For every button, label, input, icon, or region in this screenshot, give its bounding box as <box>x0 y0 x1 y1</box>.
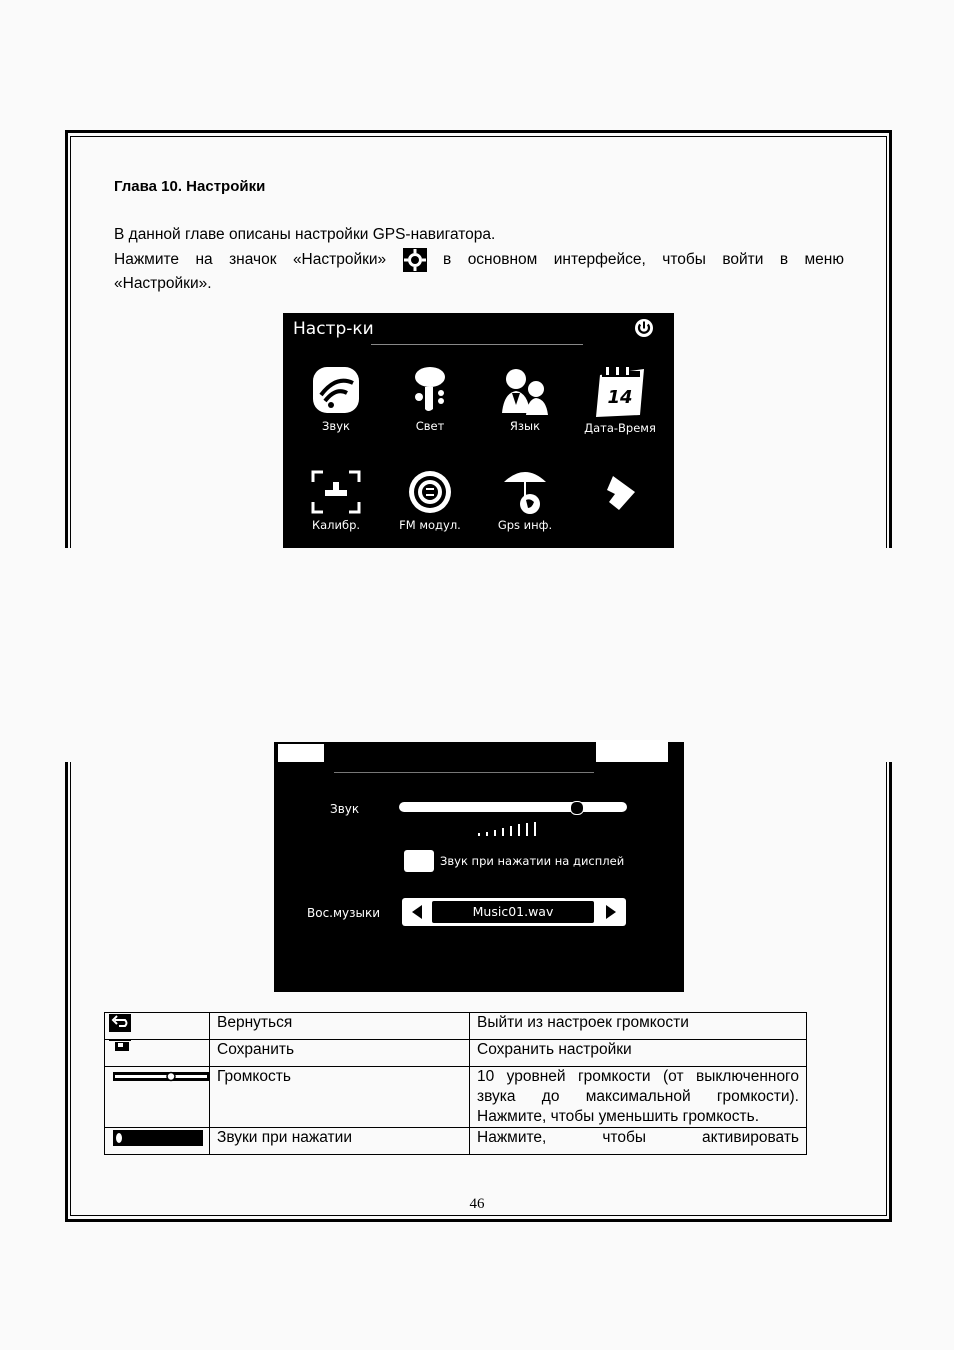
calendar-icon <box>592 365 648 419</box>
table-row <box>105 1013 807 1040</box>
row-description: Выйти из настроек громкости <box>470 1013 807 1040</box>
row-icon-cell <box>105 1013 210 1040</box>
instruction-line <box>114 248 844 272</box>
chapter-title: Глава 10. Настройки <box>114 178 266 195</box>
tile-gps[interactable] <box>480 468 570 532</box>
sound-icon <box>311 365 361 417</box>
tile-calibration[interactable] <box>291 468 381 532</box>
volume-slider-thumb[interactable] <box>570 801 584 815</box>
header-save-block[interactable] <box>596 740 668 762</box>
tile-brightness[interactable] <box>385 365 475 433</box>
frame-top-inner <box>70 136 887 137</box>
row-icon-cell <box>105 1067 210 1128</box>
frame-left-outer <box>65 130 68 548</box>
header-back-block[interactable] <box>278 744 324 762</box>
tile-label: Язык <box>509 419 541 433</box>
tile-date-time[interactable] <box>575 365 665 435</box>
word: интерфейсе, <box>553 251 646 268</box>
word: Нажмите <box>114 251 180 268</box>
intro-paragraph: В данной главе описаны настройки GPS-навигатора. <box>114 226 496 243</box>
row-icon-cell <box>105 1040 210 1067</box>
frame-bottom-outer <box>65 1219 892 1222</box>
volume-slider[interactable] <box>399 802 627 812</box>
header-divider <box>334 772 594 773</box>
next-page-arrow-icon <box>595 468 645 516</box>
tile-label: FM модул. <box>399 518 461 532</box>
toggle-icon <box>105 1128 209 1148</box>
table-row <box>105 1040 807 1067</box>
language-icon <box>498 365 552 417</box>
frame2-right-inner <box>886 762 887 1216</box>
next-track-icon[interactable] <box>604 904 618 920</box>
title-underline <box>371 344 583 345</box>
frame2-right-outer <box>889 762 892 1222</box>
word: чтобы <box>662 251 706 268</box>
frame-right-outer <box>889 130 892 548</box>
word: в <box>443 251 452 268</box>
frame-bottom-inner <box>70 1215 887 1216</box>
music-file-name: Music01.wav <box>432 901 594 923</box>
tile-label: Свет <box>415 419 445 433</box>
word: основном <box>467 251 538 268</box>
settings-screen-title: Настр-ки <box>293 319 374 339</box>
word: «Настройки» <box>292 251 387 268</box>
touch-sound-label: Звук при нажатии на дисплей <box>440 854 625 868</box>
word: в <box>779 251 789 268</box>
row-name: Громкость <box>210 1067 470 1128</box>
row-name: Вернуться <box>210 1013 470 1040</box>
tile-language[interactable] <box>480 365 570 433</box>
page-number: 46 <box>469 1196 485 1212</box>
fm-icon <box>405 468 455 516</box>
word: на <box>195 251 213 268</box>
instruction-line-2: «Настройки». <box>114 275 212 292</box>
tile-next-page[interactable] <box>575 468 665 518</box>
tile-label: Gps инф. <box>497 518 553 532</box>
frame-top-outer <box>65 130 892 133</box>
power-icon[interactable] <box>634 318 654 338</box>
frame2-left-inner <box>70 762 71 1216</box>
brightness-icon <box>405 365 455 417</box>
music-selector[interactable] <box>402 898 626 926</box>
back-icon <box>105 1013 135 1033</box>
controls-table <box>104 1012 807 1155</box>
word: значок <box>229 251 277 268</box>
sound-settings-screen <box>274 742 684 992</box>
tile-label: Калибр. <box>311 518 361 532</box>
table-row <box>105 1067 807 1128</box>
row-name: Сохранить <box>210 1040 470 1067</box>
music-label: Вос.музыки <box>307 906 381 920</box>
table-row <box>105 1128 807 1155</box>
word: войти <box>722 251 764 268</box>
row-icon-cell <box>105 1128 210 1155</box>
row-description: Нажмите, чтобы активировать <box>470 1128 807 1155</box>
touch-sound-checkbox[interactable] <box>404 850 434 872</box>
volume-slider-icon <box>105 1067 209 1087</box>
tile-label: Дата-Время <box>584 421 656 435</box>
row-name: Звуки при нажатии <box>210 1128 470 1155</box>
settings-screen <box>283 313 674 548</box>
volume-label: Звук <box>330 802 360 816</box>
row-description: Сохранить настройки <box>470 1040 807 1067</box>
volume-level-bars <box>477 822 547 836</box>
prev-track-icon[interactable] <box>410 904 424 920</box>
frame-right-inner <box>886 136 887 548</box>
tile-label: Звук <box>322 419 350 433</box>
frame-left-inner <box>70 136 71 548</box>
settings-gear-icon <box>403 248 427 272</box>
tile-sound[interactable] <box>291 365 381 433</box>
calendar-day: 14 <box>607 387 633 408</box>
frame2-left-outer <box>65 762 68 1222</box>
tile-fm[interactable] <box>385 468 475 532</box>
save-icon <box>105 1040 135 1060</box>
row-description: 10 уровней громкости (от выключенного звука до максимальной громкости). Нажмите, чтобы уменьшить громкость. <box>470 1067 807 1128</box>
gps-icon <box>500 468 550 516</box>
calibration-icon <box>311 468 361 516</box>
word: меню <box>804 251 844 268</box>
